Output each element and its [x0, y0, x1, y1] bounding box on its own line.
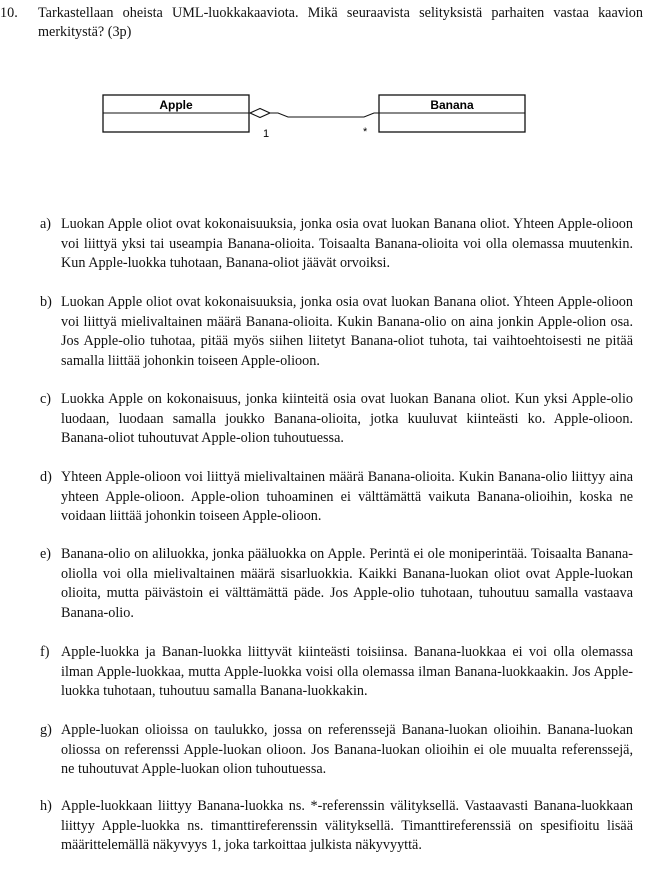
question-number: 10. — [0, 5, 18, 21]
option-letter: a) — [40, 216, 52, 232]
option-text: Banana-olio on aliluokka, jonka pääluokka on Apple. Perintä ei ole moniperintää. Toisaalta Banana-oliolla voi olla mielivaltainen määrä sisarluokkia. Kaikki Banana-luokan oliot ovat Apple-luokan olioita, mutta päivästoin ei välttämättä päde. Jos Apple-olio tuhotaan, tuhoutuu samalla vastaava Banana-olio. — [61, 546, 633, 621]
apple-class-name: Apple — [159, 98, 193, 112]
option-text: Apple-luokan olioissa on taulukko, jossa on referenssejä Banana-luokan olioihin. Banana-luokan oliossa on referenssi Apple-luokan olioon. Jos Banana-luokan olioihin ei ole muualta referenssejä, ne tuhoutuvat Apple-luokan olion tuhoutuessa. — [61, 722, 633, 777]
option-text: Luokka Apple on kokonaisuus, jonka kiinteitä osia ovat luokan Banana oliot. Kun yksi Apple-olio luodaan, luodaan samalla joukko Banana-olioita, jotka kuuluvat kiinteästi ko. Apple-olioon. Banana-oliot tuhoutuvat Apple-olion tuhoutuessa. — [61, 391, 633, 446]
option-letter: e) — [40, 546, 52, 562]
option-text: Luokan Apple oliot ovat kokonaisuuksia, jonka osia ovat luokan Banana oliot. Yhteen Apple-olioon voi liittyä mielivaltainen määrä Banana-olioita. Kukin Banana-olio on aina jonkin Apple-olion osa. Jos Apple-olio tuhotaa, pitää myös siihen liitetyt Banana-oliot tuhota, tai vaihtoehtoisesti ne pitää samalla liittää johonkin toiseen Apple-olioon. — [61, 294, 633, 369]
option-text: Luokan Apple oliot ovat kokonaisuuksia, jonka osia ovat luokan Banana oliot. Yhteen Apple-olioon voi liittyä yksi tai useampia Banana-olioita. Toisaalta Banana-olioita voi olla olemassa muutenkin. Kun Apple-luokka tuhotaan, Banana-oliot jäävät orvoiksi. — [61, 216, 633, 271]
option-letter: d) — [40, 469, 52, 485]
multiplicity-left: 1 — [263, 128, 270, 140]
option-letter: g) — [40, 722, 52, 738]
aggregation-diamond-icon — [250, 109, 270, 118]
option-letter: f) — [40, 644, 50, 660]
option-text: Apple-luokka ja Banan-luokka liittyvät kiinteästi toisiinsa. Banana-luokkaa ei voi olla olemassa ilman Apple-luokkaa, mutta Apple-luokka voisi olla olemassa ilman Banana-luokkaakin. Jos Apple-luokka tuhotaan, tuhoutuu samalla Banana-luokkakin. — [61, 644, 633, 699]
option-text: Apple-luokkaan liittyy Banana-luokka ns. *-referenssin välityksellä. Vastaavasti Banana-luokkaan liittyy Apple-luokka ns. timanttireferenssin välityksellä. Timanttireferenssiä on spesifioitu lisää määrittelemällä näkyvyys 1, joka tarkoittaa julkista näkyvyyttä. — [61, 798, 633, 853]
option-letter: h) — [40, 798, 52, 814]
option-letter: c) — [40, 391, 52, 407]
option-text: Yhteen Apple-olioon voi liittyä mielivaltainen määrä Banana-olioita. Kukin Banana-olio liittyy aina yhteen Apple-olioon. Apple-olion tuhoaminen ei välttämättä vaikuta Banana-olioihin, koska ne voidaan liittää johonkin toiseen Apple-olioon. — [61, 469, 633, 524]
uml-class-diagram — [100, 92, 530, 142]
question-text: Tarkastellaan oheista UML-luokkakaaviota. Mikä seuraavista selityksistä parhaiten vastaa kaavion merkitystä? (3p) — [38, 5, 643, 40]
multiplicity-right: * — [363, 126, 368, 138]
option-letter: b) — [40, 294, 52, 310]
uml-diagram-svg — [100, 92, 530, 142]
banana-class-name: Banana — [430, 98, 474, 112]
association-line — [270, 113, 379, 117]
